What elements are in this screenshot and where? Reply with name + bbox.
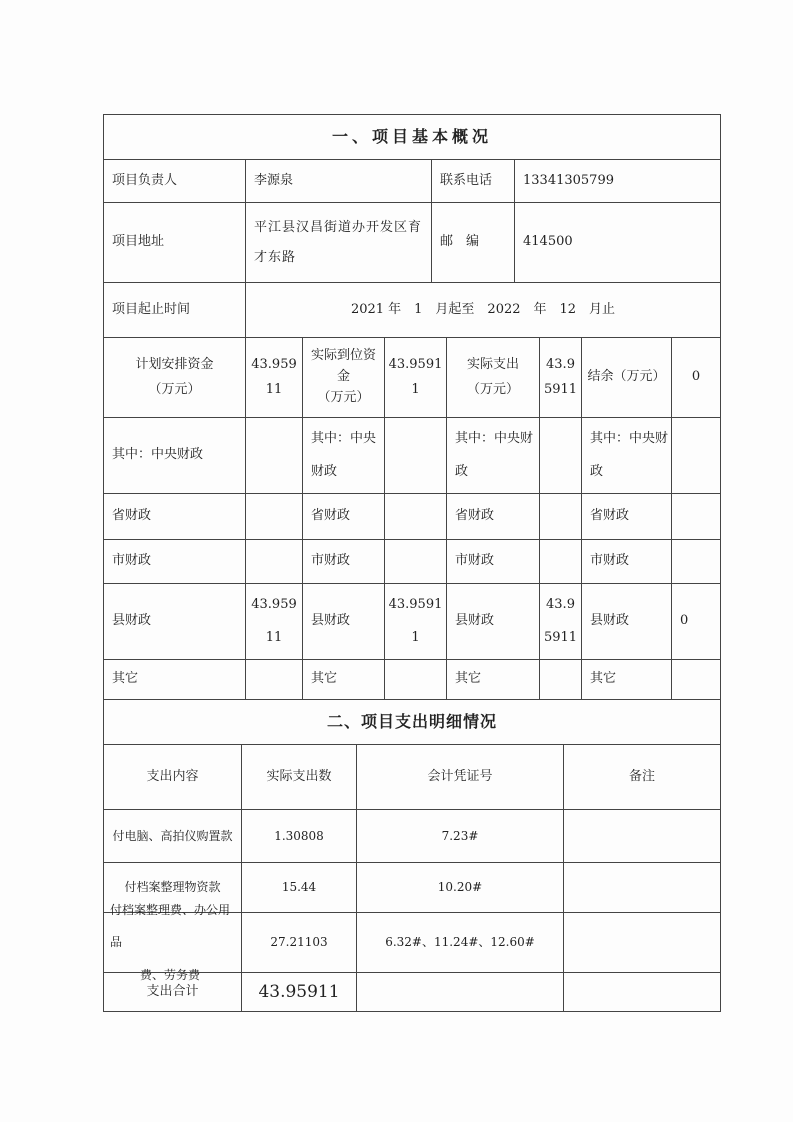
section1-title: 一、项目基本概况 — [103, 114, 721, 160]
city-received-label: 市财政 — [302, 539, 385, 584]
row2-voucher: 10.20# — [356, 862, 564, 913]
received-label-2: 金 — [336, 369, 350, 385]
city-balance-label: 市财政 — [581, 539, 672, 584]
other-planned — [245, 659, 303, 700]
received-label — [302, 337, 385, 418]
city-label: 市财政 — [103, 539, 246, 584]
county-balance: 0 — [671, 583, 721, 660]
central-spent-label-2: 政 — [455, 463, 469, 479]
balance-label: 结余（万元） — [581, 337, 672, 418]
central-balance-label-1: 其中：中央财 — [590, 431, 669, 446]
province-balance-label: 省财政 — [581, 493, 672, 540]
other-received-label: 其它 — [302, 659, 385, 700]
header-remarks: 备注 — [563, 744, 721, 810]
county-received-2: 1 — [411, 629, 420, 645]
central-spent-label-1: 其中：中央财 — [455, 431, 534, 446]
central-received-label-2: 财政 — [311, 463, 338, 479]
section2-title: 二、项目支出明细情况 — [103, 699, 721, 745]
total-voucher — [356, 972, 564, 1012]
address-line1: 平江县汉昌街道办开发区育 — [254, 219, 423, 235]
city-balance — [671, 539, 721, 584]
county-label: 县财政 — [103, 583, 246, 660]
total-amount: 43.95911 — [241, 972, 357, 1012]
row1-amount: 1.30808 — [241, 809, 357, 863]
header-amount: 实际支出数 — [241, 744, 357, 810]
spent-value-2: 5911 — [543, 381, 578, 397]
city-spent — [539, 539, 582, 584]
planned-label-2: （万元） — [148, 381, 201, 397]
province-spent-label: 省财政 — [446, 493, 540, 540]
row1-remarks — [563, 809, 721, 863]
row3-content-2: 费、劳务费 — [140, 967, 201, 982]
central-balance-label-2: 政 — [590, 463, 604, 479]
address-label: 项目地址 — [103, 202, 246, 283]
row3-amount: 27.21103 — [241, 912, 357, 973]
planned-label — [103, 337, 246, 418]
province-spent — [539, 493, 582, 540]
province-received — [384, 493, 447, 540]
spent-value — [539, 337, 582, 418]
county-spent — [539, 583, 582, 660]
total-remarks — [563, 972, 721, 1012]
received-label-1: 实际到位资 — [310, 348, 376, 364]
row3-content — [103, 902, 242, 982]
central-planned — [245, 417, 303, 494]
received-label-3: （万元） — [317, 389, 370, 405]
row1-content: 付电脑、高拍仪购置款 — [103, 809, 242, 863]
planned-label-1: 计划安排资金 — [135, 356, 214, 372]
leader-value: 李源泉 — [245, 159, 432, 203]
other-received — [384, 659, 447, 700]
period-label: 项目起止时间 — [103, 282, 246, 338]
city-planned — [245, 539, 303, 584]
central-balance-label — [581, 417, 672, 494]
province-received-label: 省财政 — [302, 493, 385, 540]
other-spent — [539, 659, 582, 700]
central-spent — [539, 417, 582, 494]
postcode-label: 邮 编 — [431, 202, 515, 283]
province-planned — [245, 493, 303, 540]
county-planned — [245, 583, 303, 660]
leader-label: 项目负责人 — [103, 159, 246, 203]
row2-remarks — [563, 862, 721, 913]
received-value — [384, 337, 447, 418]
province-balance — [671, 493, 721, 540]
county-spent-label: 县财政 — [446, 583, 540, 660]
total-label: 支出合计 — [103, 972, 242, 1012]
central-label: 其中：中央财政 — [103, 417, 246, 494]
province-label: 省财政 — [103, 493, 246, 540]
spent-value-1: 43.9 — [546, 356, 575, 372]
county-planned-2: 11 — [265, 629, 283, 645]
row1-voucher: 7.23# — [356, 809, 564, 863]
planned-value-1: 43.959 — [251, 356, 297, 372]
other-balance — [671, 659, 721, 700]
county-spent-2: 5911 — [543, 629, 578, 645]
other-spent-label: 其它 — [446, 659, 540, 700]
county-received — [384, 583, 447, 660]
address-value — [245, 202, 432, 283]
row3-remarks — [563, 912, 721, 973]
header-content: 支出内容 — [103, 744, 242, 810]
central-spent-label — [446, 417, 540, 494]
header-voucher: 会计凭证号 — [356, 744, 564, 810]
period-value: 2021 年 1 月起至 2022 年 12 月止 — [245, 282, 721, 338]
row3-voucher: 6.32#、11.24#、12.60# — [356, 912, 564, 973]
spent-label-1: 实际支出 — [466, 356, 519, 372]
planned-value — [245, 337, 303, 418]
county-planned-1: 43.959 — [251, 597, 297, 612]
central-balance — [671, 417, 721, 494]
row3-content-1: 付档案整理费、办公用品 — [110, 902, 231, 950]
central-received-label — [302, 417, 385, 494]
address-line2: 才东路 — [254, 249, 297, 265]
county-received-1: 43.9591 — [388, 597, 443, 612]
phone-label: 联系电话 — [431, 159, 515, 203]
county-balance-label: 县财政 — [581, 583, 672, 660]
county-received-label: 县财政 — [302, 583, 385, 660]
city-spent-label: 市财政 — [446, 539, 540, 584]
spent-label-2: （万元） — [466, 381, 519, 397]
row2-amount: 15.44 — [241, 862, 357, 913]
postcode-value: 414500 — [514, 202, 721, 283]
received-value-2: 1 — [411, 381, 420, 397]
spent-label — [446, 337, 540, 418]
row2-content: 付档案整理物资款 — [103, 862, 242, 913]
other-balance-label: 其它 — [581, 659, 672, 700]
phone-value: 13341305799 — [514, 159, 721, 203]
central-received — [384, 417, 447, 494]
county-spent-1: 43.9 — [546, 597, 575, 612]
city-received — [384, 539, 447, 584]
other-label: 其它 — [103, 659, 246, 700]
received-value-1: 43.9591 — [388, 356, 443, 372]
balance-value: 0 — [671, 337, 721, 418]
central-received-label-1: 其中：中央 — [311, 431, 377, 446]
planned-value-2: 11 — [265, 381, 283, 397]
